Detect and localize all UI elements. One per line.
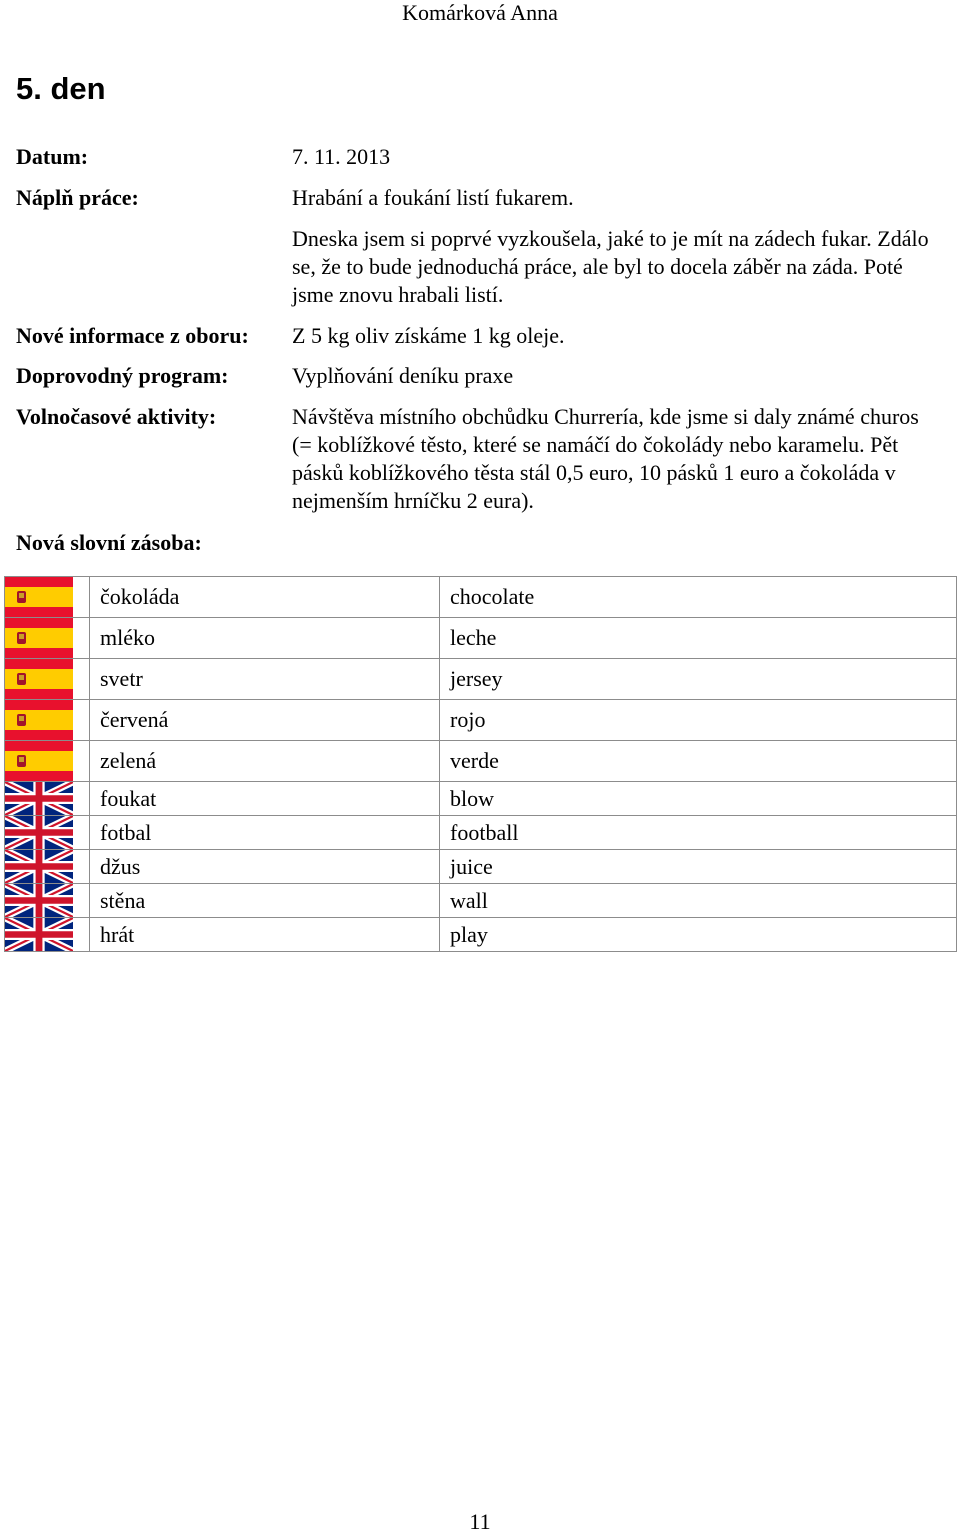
czech-word: foukat: [90, 782, 440, 816]
vocab-row: [5, 850, 957, 884]
date-value: 7. 11. 2013: [292, 144, 391, 169]
flag-cell: [5, 782, 90, 816]
vocab-row: [5, 741, 957, 782]
uk-flag-icon: [5, 884, 73, 917]
czech-word: čokoláda: [90, 577, 440, 618]
flag-cell: [5, 918, 90, 952]
page-title: 5. den: [16, 71, 106, 106]
new-info-label: Nové informace z oboru:: [16, 323, 249, 348]
uk-flag-icon: [5, 918, 73, 951]
vocab-row: [5, 782, 957, 816]
vocab-row: [5, 700, 957, 741]
vocabulary-table: [4, 576, 957, 952]
czech-word: zelená: [90, 741, 440, 782]
czech-word: stěna: [90, 884, 440, 918]
flag-cell: [5, 816, 90, 850]
flag-cell: [5, 700, 90, 741]
czech-word: mléko: [90, 618, 440, 659]
translation-word: jersey: [440, 659, 957, 700]
translation-word: play: [440, 918, 957, 952]
translation-word: wall: [440, 884, 957, 918]
czech-word: fotbal: [90, 816, 440, 850]
flag-cell: [5, 659, 90, 700]
translation-word: football: [440, 816, 957, 850]
translation-word: chocolate: [440, 577, 957, 618]
czech-word: červená: [90, 700, 440, 741]
vocab-row: [5, 816, 957, 850]
flag-cell: [5, 884, 90, 918]
page-header-author: Komárková Anna: [402, 0, 558, 25]
translation-word: verde: [440, 741, 957, 782]
page-number: 11: [469, 1509, 491, 1534]
spain-flag-icon: [5, 700, 73, 740]
leisure-value: Návštěva místního obchůdku Churrería, kde jsme si daly známé churos (= koblížkové těsto, které se namáčí do čokolády nebo karamelu. Pět pásků koblížkového těsta stál 0,5 euro, 10 pásků 1 euro a čokoláda v nejmenším hrníčku 2 eura).: [292, 404, 919, 513]
date-label: Datum:: [16, 144, 89, 169]
czech-word: džus: [90, 850, 440, 884]
program-label: Doprovodný program:: [16, 363, 229, 388]
flag-cell: [5, 741, 90, 782]
translation-word: juice: [440, 850, 957, 884]
vocab-row: [5, 618, 957, 659]
translation-word: leche: [440, 618, 957, 659]
vocab-row: [5, 577, 957, 618]
vocab-row: [5, 884, 957, 918]
spain-flag-icon: [5, 577, 73, 617]
spain-flag-icon: [5, 618, 73, 658]
vocab-row: [5, 918, 957, 952]
uk-flag-icon: [5, 850, 73, 883]
flag-cell: [5, 618, 90, 659]
czech-word: svetr: [90, 659, 440, 700]
translation-word: rojo: [440, 700, 957, 741]
flag-cell: [5, 850, 90, 884]
vocab-label: Nová slovní zásoba:: [16, 530, 202, 555]
work-value-task: Hrabání a foukání listí fukarem.: [292, 185, 574, 210]
program-value: Vyplňování deníku praxe: [292, 363, 514, 388]
spain-flag-icon: [5, 659, 73, 699]
flag-cell: [5, 577, 90, 618]
spain-flag-icon: [5, 741, 73, 781]
uk-flag-icon: [5, 782, 73, 815]
vocab-row: [5, 659, 957, 700]
czech-word: hrát: [90, 918, 440, 952]
leisure-label: Volnočasové aktivity:: [16, 404, 217, 429]
new-info-value: Z 5 kg oliv získáme 1 kg oleje.: [292, 323, 565, 348]
uk-flag-icon: [5, 816, 73, 849]
work-value-description: Dneska jsem si poprvé vyzkoušela, jaké to je mít na zádech fukar. Zdálo se, že to bude jednoduchá práce, ale byl to docela záběr na záda. Poté jsme znovu hrabali listí.: [292, 226, 929, 307]
translation-word: blow: [440, 782, 957, 816]
work-label: Náplň práce:: [16, 185, 139, 210]
